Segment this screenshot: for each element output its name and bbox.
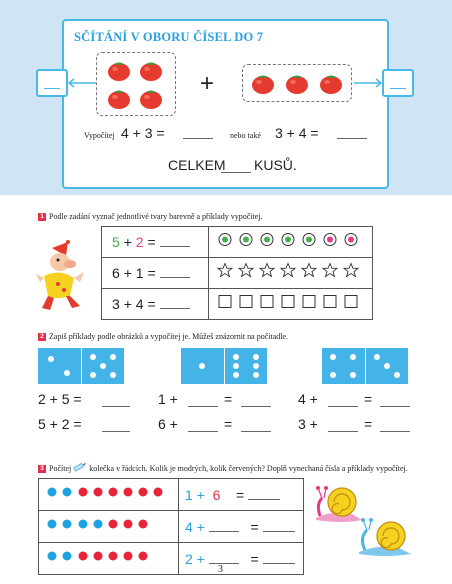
- blue-dot: [63, 488, 72, 497]
- tomato-group-right: [242, 64, 352, 102]
- shapes-cell: [209, 289, 373, 320]
- blue-dot: [63, 552, 72, 561]
- dot-card: [322, 348, 408, 384]
- answer-blank[interactable]: [263, 563, 295, 564]
- shapes-cell: [209, 258, 373, 289]
- dot-card: [38, 348, 124, 384]
- answer-blank[interactable]: [380, 431, 410, 432]
- tomato-icon: [285, 72, 309, 94]
- gnome-character-icon: [34, 240, 90, 312]
- answer-blank[interactable]: [328, 431, 358, 432]
- red-dot: [109, 488, 118, 497]
- addend-a: 2: [185, 550, 193, 567]
- star-icon: [281, 264, 295, 277]
- answer-blank[interactable]: [328, 406, 358, 407]
- addend-a: 4: [185, 518, 193, 535]
- operator: +: [196, 486, 205, 503]
- star-shapes-row: [210, 259, 371, 282]
- ex2-row1-col1: 2 + 5 =: [38, 391, 82, 407]
- ex2-row2-col3: 3 +: [298, 416, 318, 432]
- total-prefix: CELKEM: [168, 157, 226, 173]
- ex2-row1-col2: 1 +: [158, 391, 178, 407]
- answer-blank[interactable]: [241, 406, 271, 407]
- answer-blank[interactable]: [209, 563, 239, 564]
- red-dot: [109, 552, 118, 561]
- star-icon: [260, 264, 274, 277]
- red-dot: [109, 520, 118, 529]
- red-dot: [139, 520, 148, 529]
- answer-blank[interactable]: [102, 431, 130, 432]
- operator: +: [123, 296, 132, 312]
- total-suffix: KUSŮ.: [254, 157, 297, 173]
- addend-b: 2: [135, 234, 144, 250]
- table-row: [102, 227, 373, 258]
- right-answer-box[interactable]: [382, 69, 414, 97]
- answer-blank[interactable]: [160, 246, 190, 247]
- equals: =: [250, 550, 259, 567]
- addend-a: 5: [112, 234, 120, 250]
- exercise-1-instruction: [38, 212, 438, 221]
- ex2-row2-col2: 6 +: [158, 416, 178, 432]
- square-icon: [324, 296, 336, 308]
- exercise-cell: [102, 258, 209, 289]
- tomato-icon: [319, 72, 343, 94]
- table-row: [39, 511, 304, 543]
- dot-card: [181, 348, 267, 384]
- square-icon: [261, 296, 273, 308]
- table-row: [102, 258, 373, 289]
- operator: +: [123, 265, 132, 281]
- star-icon: [218, 264, 232, 277]
- equals: =: [147, 296, 156, 312]
- intro-answer-2[interactable]: [337, 138, 367, 139]
- ex2-row2-eq2: =: [224, 416, 233, 432]
- arrow-left-icon: [66, 78, 98, 88]
- intro-expression-1: 4 + 3 =: [121, 125, 165, 141]
- red-dot: [139, 552, 148, 561]
- red-dot: [124, 488, 133, 497]
- addend-b: 1: [135, 265, 144, 281]
- answer-blank[interactable]: [380, 406, 410, 407]
- dots-cell: [39, 479, 179, 511]
- page-number: 3: [218, 564, 223, 575]
- calc-label: Vypočítej: [84, 131, 115, 140]
- answer-blank[interactable]: [209, 531, 239, 532]
- answer-blank[interactable]: [160, 277, 190, 278]
- circle-icon: [345, 234, 357, 246]
- addend-a: 3: [112, 296, 120, 312]
- exercise-1-table: [101, 226, 373, 320]
- exercise-cell: [179, 511, 304, 543]
- shapes-cell: [209, 227, 373, 258]
- circle-icon: [261, 234, 273, 246]
- tomato-icon: [139, 59, 163, 81]
- dot-row: [40, 480, 177, 504]
- ex2-row1-eq2: =: [224, 391, 233, 407]
- addend-b: 6: [212, 486, 221, 503]
- ex2-row1-col3: 4 +: [298, 391, 318, 407]
- exercise-3-table: [38, 478, 304, 575]
- addend-b: 4: [135, 296, 144, 312]
- blue-dot: [79, 520, 88, 529]
- exercise-1-text: Podle zadání vyznač jednotlivé tvary barevně a příklady vypočítej.: [49, 212, 263, 221]
- intro-expression-2: 3 + 4 =: [275, 125, 319, 141]
- exercise-2-badge: 2: [38, 333, 46, 341]
- red-dot: [79, 552, 88, 561]
- blue-dot: [48, 552, 57, 561]
- red-dot: [124, 552, 133, 561]
- blue-dot: [48, 520, 57, 529]
- die-left: [181, 348, 223, 384]
- square-shapes-row: [210, 290, 371, 313]
- star-icon: [239, 264, 253, 277]
- answer-blank[interactable]: [241, 431, 271, 432]
- exercise-1-badge: 1: [38, 213, 46, 221]
- exercise-3-badge: 3: [38, 465, 46, 473]
- addend-a: 6: [112, 265, 120, 281]
- star-icon: [302, 264, 316, 277]
- exercise-cell: [179, 479, 304, 511]
- ex2-row2-eq3: =: [364, 416, 373, 432]
- dot-row: [40, 544, 177, 568]
- square-icon: [219, 296, 231, 308]
- red-dot: [154, 488, 163, 497]
- red-dot: [79, 488, 88, 497]
- snail-blue-icon: [355, 512, 415, 558]
- tomato-icon: [251, 72, 275, 94]
- intro-title: SČÍTÁNÍ V OBORU ČÍSEL DO 7: [74, 30, 264, 44]
- tomato-icon: [107, 59, 131, 81]
- exercise-cell: [102, 227, 209, 258]
- left-answer-box[interactable]: [36, 69, 68, 97]
- table-row: [39, 479, 304, 511]
- circle-icon: [240, 234, 252, 246]
- ex2-row1-eq3: =: [364, 391, 373, 407]
- circle-icon: [282, 234, 294, 246]
- red-dot: [94, 552, 103, 561]
- circle-icon: [219, 234, 231, 246]
- square-icon: [282, 296, 294, 308]
- pencil-icon: [73, 462, 87, 472]
- intro-answer-1[interactable]: [183, 138, 213, 139]
- answer-blank[interactable]: [102, 406, 130, 407]
- die-right: [225, 348, 267, 384]
- equals: =: [147, 265, 156, 281]
- ex2-row2-col1: 5 + 2 =: [38, 416, 82, 432]
- operator: +: [196, 518, 205, 535]
- red-dot: [139, 488, 148, 497]
- tomato-icon: [107, 87, 131, 109]
- dots-cell: [39, 511, 179, 543]
- exercise-3-instruction: [38, 462, 448, 473]
- answer-blank[interactable]: [188, 431, 218, 432]
- addend-a: 1: [185, 486, 193, 503]
- die-left: [38, 348, 80, 384]
- star-icon: [323, 264, 337, 277]
- operator: +: [196, 550, 205, 567]
- exercise-cell: [102, 289, 209, 320]
- total-answer[interactable]: [221, 172, 251, 173]
- equals: =: [147, 234, 156, 250]
- operator: +: [123, 234, 132, 250]
- blue-dot: [94, 520, 103, 529]
- die-right: [366, 348, 408, 384]
- circle-icon: [324, 234, 336, 246]
- answer-blank[interactable]: [248, 499, 280, 500]
- star-icon: [344, 264, 358, 277]
- table-row: [39, 543, 304, 575]
- table-row: [102, 289, 373, 320]
- exercise-3-text-a: Počítej: [49, 464, 72, 473]
- square-icon: [240, 296, 252, 308]
- square-icon: [345, 296, 357, 308]
- circle-shapes-row: [210, 228, 371, 251]
- circle-icon: [303, 234, 315, 246]
- tomato-icon: [139, 87, 163, 109]
- answer-blank[interactable]: [188, 406, 218, 407]
- or-label: nebo také: [230, 131, 261, 140]
- red-dot: [94, 488, 103, 497]
- blue-dot: [63, 520, 72, 529]
- exercise-3-text-b: kolečka v řádcích. Kolik je modrých, kolik červených? Doplň vynechaná čísla a příklady vypočítej.: [89, 464, 408, 473]
- equals: =: [250, 518, 259, 535]
- dots-cell: [39, 543, 179, 575]
- square-icon: [303, 296, 315, 308]
- tomato-group-left: [96, 52, 176, 116]
- dot-row: [40, 512, 177, 536]
- die-left: [322, 348, 364, 384]
- die-right: [82, 348, 124, 384]
- answer-blank[interactable]: [160, 308, 190, 309]
- equals: =: [236, 486, 245, 503]
- exercise-2-instruction: [38, 332, 438, 341]
- exercise-2-text: Zapiš příklady podle obrázků a vypočítej je. Můžeš znázornit na počítadle.: [49, 332, 289, 341]
- exercise-cell: [179, 543, 304, 575]
- blue-dot: [48, 488, 57, 497]
- answer-blank[interactable]: [263, 531, 295, 532]
- red-dot: [124, 520, 133, 529]
- arrow-right-icon: [352, 78, 384, 88]
- plus-sign: +: [200, 70, 215, 97]
